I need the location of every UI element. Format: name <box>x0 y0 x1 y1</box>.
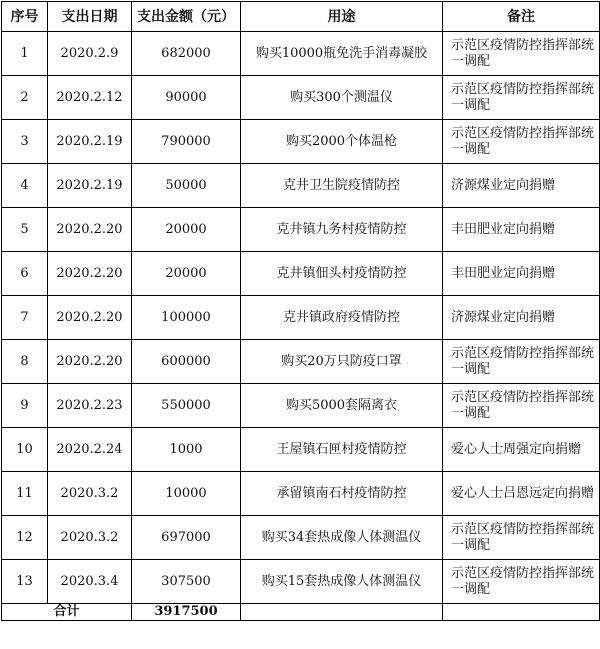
cell-purpose: 购买34套热成像人体测温仪 <box>241 516 443 560</box>
table-row <box>2 384 600 428</box>
table-row <box>2 76 600 120</box>
cell-seq: 13 <box>2 560 48 604</box>
cell-seq: 1 <box>2 32 48 76</box>
table-row <box>2 428 600 472</box>
cell-amount: 550000 <box>132 384 241 428</box>
cell-remark: 济源煤业定向捐赠 <box>443 164 600 208</box>
total-row <box>2 604 600 621</box>
cell-remark: 示范区疫情防控指挥部统一调配 <box>443 32 600 76</box>
cell-date: 2020.2.20 <box>48 340 132 384</box>
cell-amount: 20000 <box>132 252 241 296</box>
cell-amount: 90000 <box>132 76 241 120</box>
table-row <box>2 32 600 76</box>
cell-remark: 示范区疫情防控指挥部统一调配 <box>443 120 600 164</box>
cell-remark: 示范区疫情防控指挥部统一调配 <box>443 76 600 120</box>
cell-remark: 爱心人士周强定向捐赠 <box>443 428 600 472</box>
cell-remark: 示范区疫情防控指挥部统一调配 <box>443 384 600 428</box>
cell-date: 2020.3.2 <box>48 472 132 516</box>
cell-date: 2020.3.2 <box>48 516 132 560</box>
cell-date: 2020.2.12 <box>48 76 132 120</box>
cell-purpose: 承留镇南石村疫情防控 <box>241 472 443 516</box>
cell-amount: 600000 <box>132 340 241 384</box>
cell-amount: 790000 <box>132 120 241 164</box>
cell-purpose: 购买5000套隔离衣 <box>241 384 443 428</box>
cell-seq: 5 <box>2 208 48 252</box>
cell-purpose: 克井镇政府疫情防控 <box>241 296 443 340</box>
cell-date: 2020.2.20 <box>48 208 132 252</box>
total-amount: 3917500 <box>132 604 241 621</box>
expenditure-table <box>1 1 600 621</box>
cell-seq: 3 <box>2 120 48 164</box>
cell-seq: 9 <box>2 384 48 428</box>
cell-remark: 示范区疫情防控指挥部统一调配 <box>443 340 600 384</box>
header-remark: 备注 <box>443 2 600 32</box>
total-purpose-empty <box>241 604 443 621</box>
total-remark-empty <box>443 604 600 621</box>
cell-seq: 7 <box>2 296 48 340</box>
cell-date: 2020.3.4 <box>48 560 132 604</box>
header-seq: 序号 <box>2 2 48 32</box>
cell-date: 2020.2.20 <box>48 252 132 296</box>
cell-seq: 10 <box>2 428 48 472</box>
cell-purpose: 购买20万只防疫口罩 <box>241 340 443 384</box>
cell-remark: 丰田肥业定向捐赠 <box>443 252 600 296</box>
table-row <box>2 296 600 340</box>
cell-purpose: 购买10000瓶免洗手消毒凝胶 <box>241 32 443 76</box>
table-row <box>2 340 600 384</box>
cell-amount: 307500 <box>132 560 241 604</box>
table-row <box>2 120 600 164</box>
table-row <box>2 560 600 604</box>
cell-date: 2020.2.23 <box>48 384 132 428</box>
cell-seq: 6 <box>2 252 48 296</box>
cell-purpose: 王屋镇石匣村疫情防控 <box>241 428 443 472</box>
cell-remark: 示范区疫情防控指挥部统一调配 <box>443 516 600 560</box>
cell-date: 2020.2.19 <box>48 164 132 208</box>
header-date: 支出日期 <box>48 2 132 32</box>
cell-date: 2020.2.20 <box>48 296 132 340</box>
header-purpose: 用途 <box>241 2 443 32</box>
cell-seq: 12 <box>2 516 48 560</box>
header-amount: 支出金额（元） <box>132 2 241 32</box>
cell-seq: 2 <box>2 76 48 120</box>
header-row <box>2 2 600 32</box>
cell-seq: 4 <box>2 164 48 208</box>
cell-purpose: 购买2000个体温枪 <box>241 120 443 164</box>
cell-date: 2020.2.19 <box>48 120 132 164</box>
table-row <box>2 516 600 560</box>
table-row <box>2 164 600 208</box>
cell-amount: 50000 <box>132 164 241 208</box>
cell-remark: 济源煤业定向捐赠 <box>443 296 600 340</box>
cell-purpose: 克井镇九务村疫情防控 <box>241 208 443 252</box>
cell-seq: 8 <box>2 340 48 384</box>
cell-remark: 爱心人士吕恩远定向捐赠 <box>443 472 600 516</box>
cell-amount: 1000 <box>132 428 241 472</box>
table-row <box>2 472 600 516</box>
cell-purpose: 克井卫生院疫情防控 <box>241 164 443 208</box>
cell-date: 2020.2.24 <box>48 428 132 472</box>
cell-date: 2020.2.9 <box>48 32 132 76</box>
cell-purpose: 克井镇佃头村疫情防控 <box>241 252 443 296</box>
cell-purpose: 购买300个测温仪 <box>241 76 443 120</box>
cell-amount: 682000 <box>132 32 241 76</box>
cell-amount: 10000 <box>132 472 241 516</box>
table-row <box>2 208 600 252</box>
table-row <box>2 252 600 296</box>
cell-amount: 20000 <box>132 208 241 252</box>
cell-remark: 丰田肥业定向捐赠 <box>443 208 600 252</box>
cell-amount: 697000 <box>132 516 241 560</box>
cell-purpose: 购买15套热成像人体测温仪 <box>241 560 443 604</box>
cell-amount: 100000 <box>132 296 241 340</box>
total-label: 合计 <box>2 604 132 621</box>
cell-seq: 11 <box>2 472 48 516</box>
cell-remark: 示范区疫情防控指挥部统一调配 <box>443 560 600 604</box>
